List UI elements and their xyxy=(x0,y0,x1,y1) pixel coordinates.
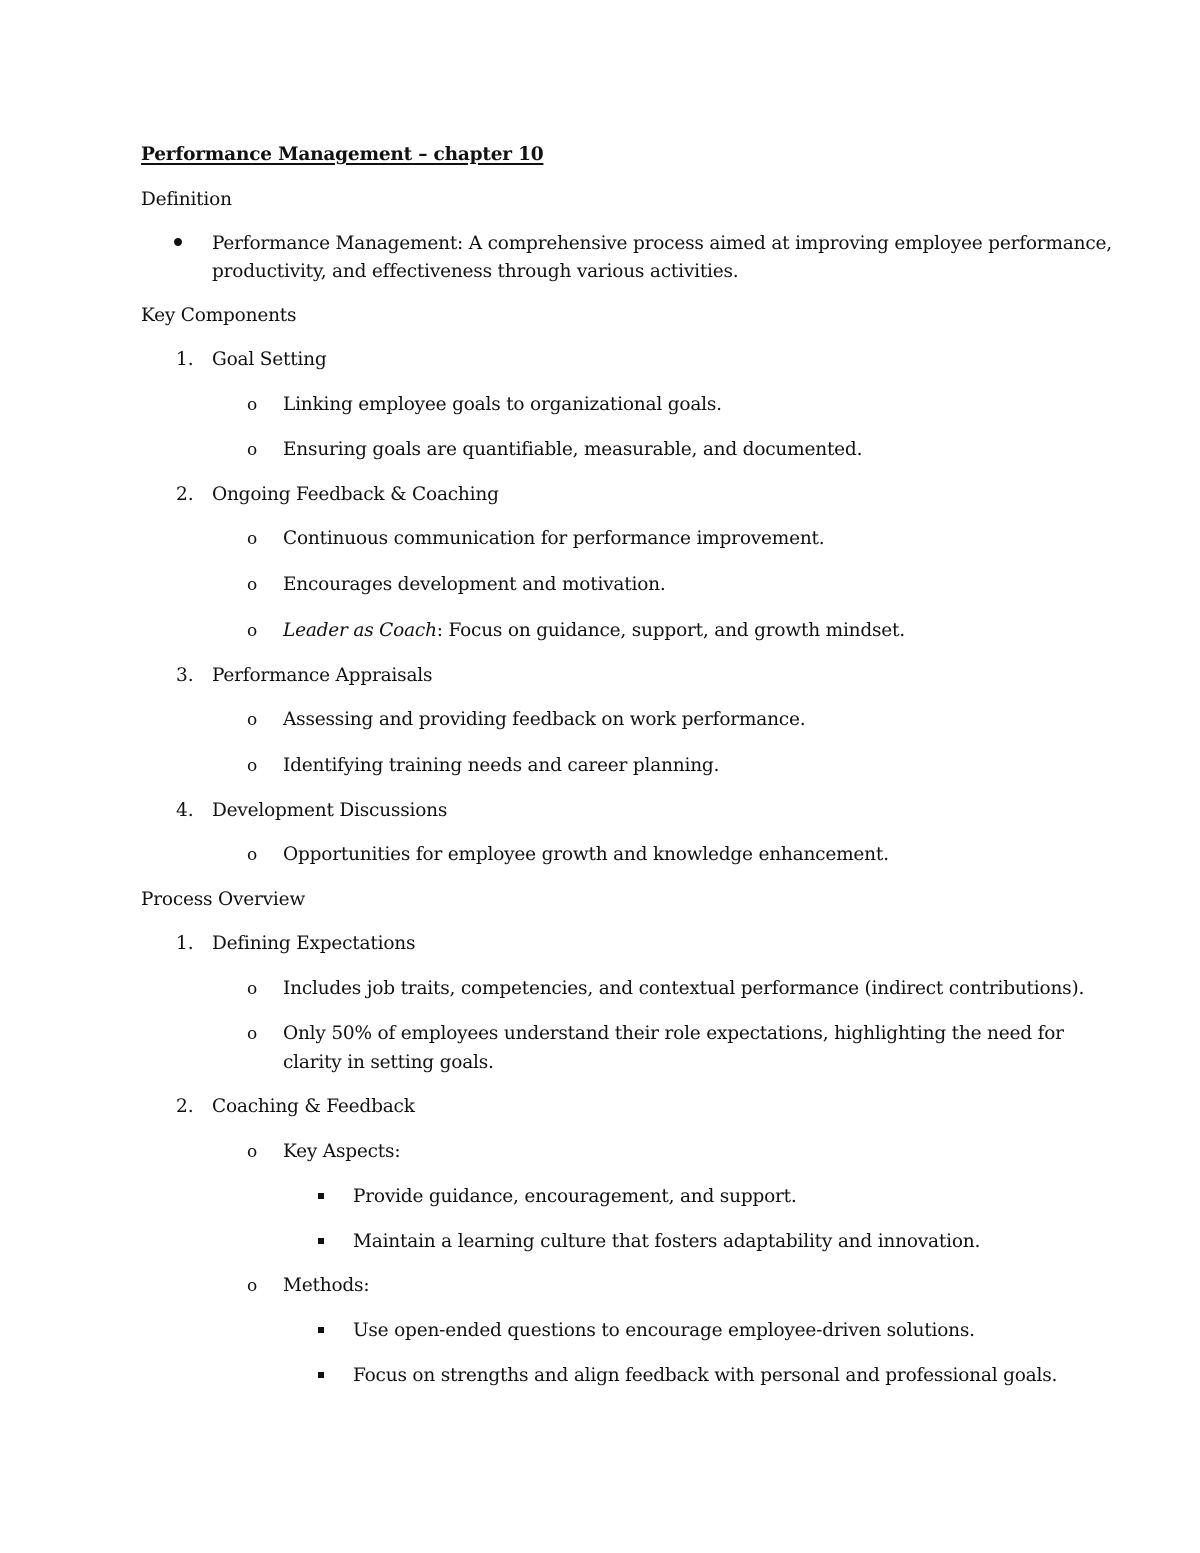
list-item-development-discussions: Development Discussions xyxy=(212,800,448,821)
list-item-ongoing-feedback: Ongoing Feedback & Coaching xyxy=(212,484,499,505)
list-number: 1. xyxy=(176,349,194,370)
square-bullet-icon xyxy=(318,1327,324,1333)
sub-item: Ensuring goals are quantifiable, measurable, and documented. xyxy=(283,439,863,460)
square-bullet-icon xyxy=(318,1238,324,1244)
section-heading-definition: Definition xyxy=(141,189,232,210)
sub-item: Assessing and providing feedback on work performance. xyxy=(283,709,806,730)
list-number: 1. xyxy=(176,933,194,954)
list-number: 2. xyxy=(176,1096,194,1117)
circle-bullet-icon: o xyxy=(247,845,258,865)
section-heading-process-overview: Process Overview xyxy=(141,889,305,910)
circle-bullet-icon: o xyxy=(247,1142,258,1162)
sub-sub-item: Provide guidance, encouragement, and support. xyxy=(353,1186,797,1207)
sub-item: Identifying training needs and career planning. xyxy=(283,755,720,776)
list-item-goal-setting: Goal Setting xyxy=(212,349,327,370)
sub-sub-item: Use open-ended questions to encourage employee-driven solutions. xyxy=(353,1320,975,1341)
list-item-defining-expectations: Defining Expectations xyxy=(212,933,416,954)
circle-bullet-icon: o xyxy=(247,440,258,460)
circle-bullet-icon: o xyxy=(247,1276,258,1296)
sub-item: Includes job traits, competencies, and contextual performance (indirect contributions). xyxy=(283,978,1085,999)
definition-text-line1: Performance Management: A comprehensive process aimed at improving employee performance, xyxy=(212,233,1112,254)
circle-bullet-icon: o xyxy=(247,575,258,595)
sub-item: Continuous communication for performance improvement. xyxy=(283,528,825,549)
circle-bullet-icon: o xyxy=(247,1024,258,1044)
circle-bullet-icon: o xyxy=(247,529,258,549)
bullet-dot-icon xyxy=(174,238,182,246)
sub-item-leader-as-coach xyxy=(283,616,905,645)
circle-bullet-icon: o xyxy=(247,756,258,776)
circle-bullet-icon: o xyxy=(247,395,258,415)
list-number: 3. xyxy=(176,665,194,686)
circle-bullet-icon: o xyxy=(247,979,258,999)
list-number: 4. xyxy=(176,800,194,821)
sub-item: Only 50% of employees understand their role expectations, highlighting the need for xyxy=(283,1023,1064,1044)
sub-item: Linking employee goals to organizational goals. xyxy=(283,394,722,415)
sub-item-continuation: clarity in setting goals. xyxy=(283,1052,494,1073)
sub-item: Encourages development and motivation. xyxy=(283,574,666,595)
list-item-performance-appraisals: Performance Appraisals xyxy=(212,665,433,686)
leader-as-coach-text: : Focus on guidance, support, and growth mindset. xyxy=(436,620,905,641)
circle-bullet-icon: o xyxy=(247,621,258,641)
sub-sub-item: Maintain a learning culture that fosters adaptability and innovation. xyxy=(353,1231,981,1252)
list-number: 2. xyxy=(176,484,194,505)
sub-sub-item: Focus on strengths and align feedback with personal and professional goals. xyxy=(353,1365,1058,1386)
sub-heading-key-aspects: Key Aspects: xyxy=(283,1141,401,1162)
square-bullet-icon xyxy=(318,1193,324,1199)
page-title: Performance Management – chapter 10 xyxy=(141,144,544,165)
list-item-coaching-feedback: Coaching & Feedback xyxy=(212,1096,415,1117)
leader-as-coach-label: Leader as Coach xyxy=(283,620,437,641)
section-heading-key-components: Key Components xyxy=(141,305,297,326)
definition-text-line2: productivity, and effectiveness through various activities. xyxy=(212,261,739,282)
circle-bullet-icon: o xyxy=(247,710,258,730)
square-bullet-icon xyxy=(318,1372,324,1378)
sub-item: Opportunities for employee growth and knowledge enhancement. xyxy=(283,844,889,865)
sub-heading-methods: Methods: xyxy=(283,1275,370,1296)
